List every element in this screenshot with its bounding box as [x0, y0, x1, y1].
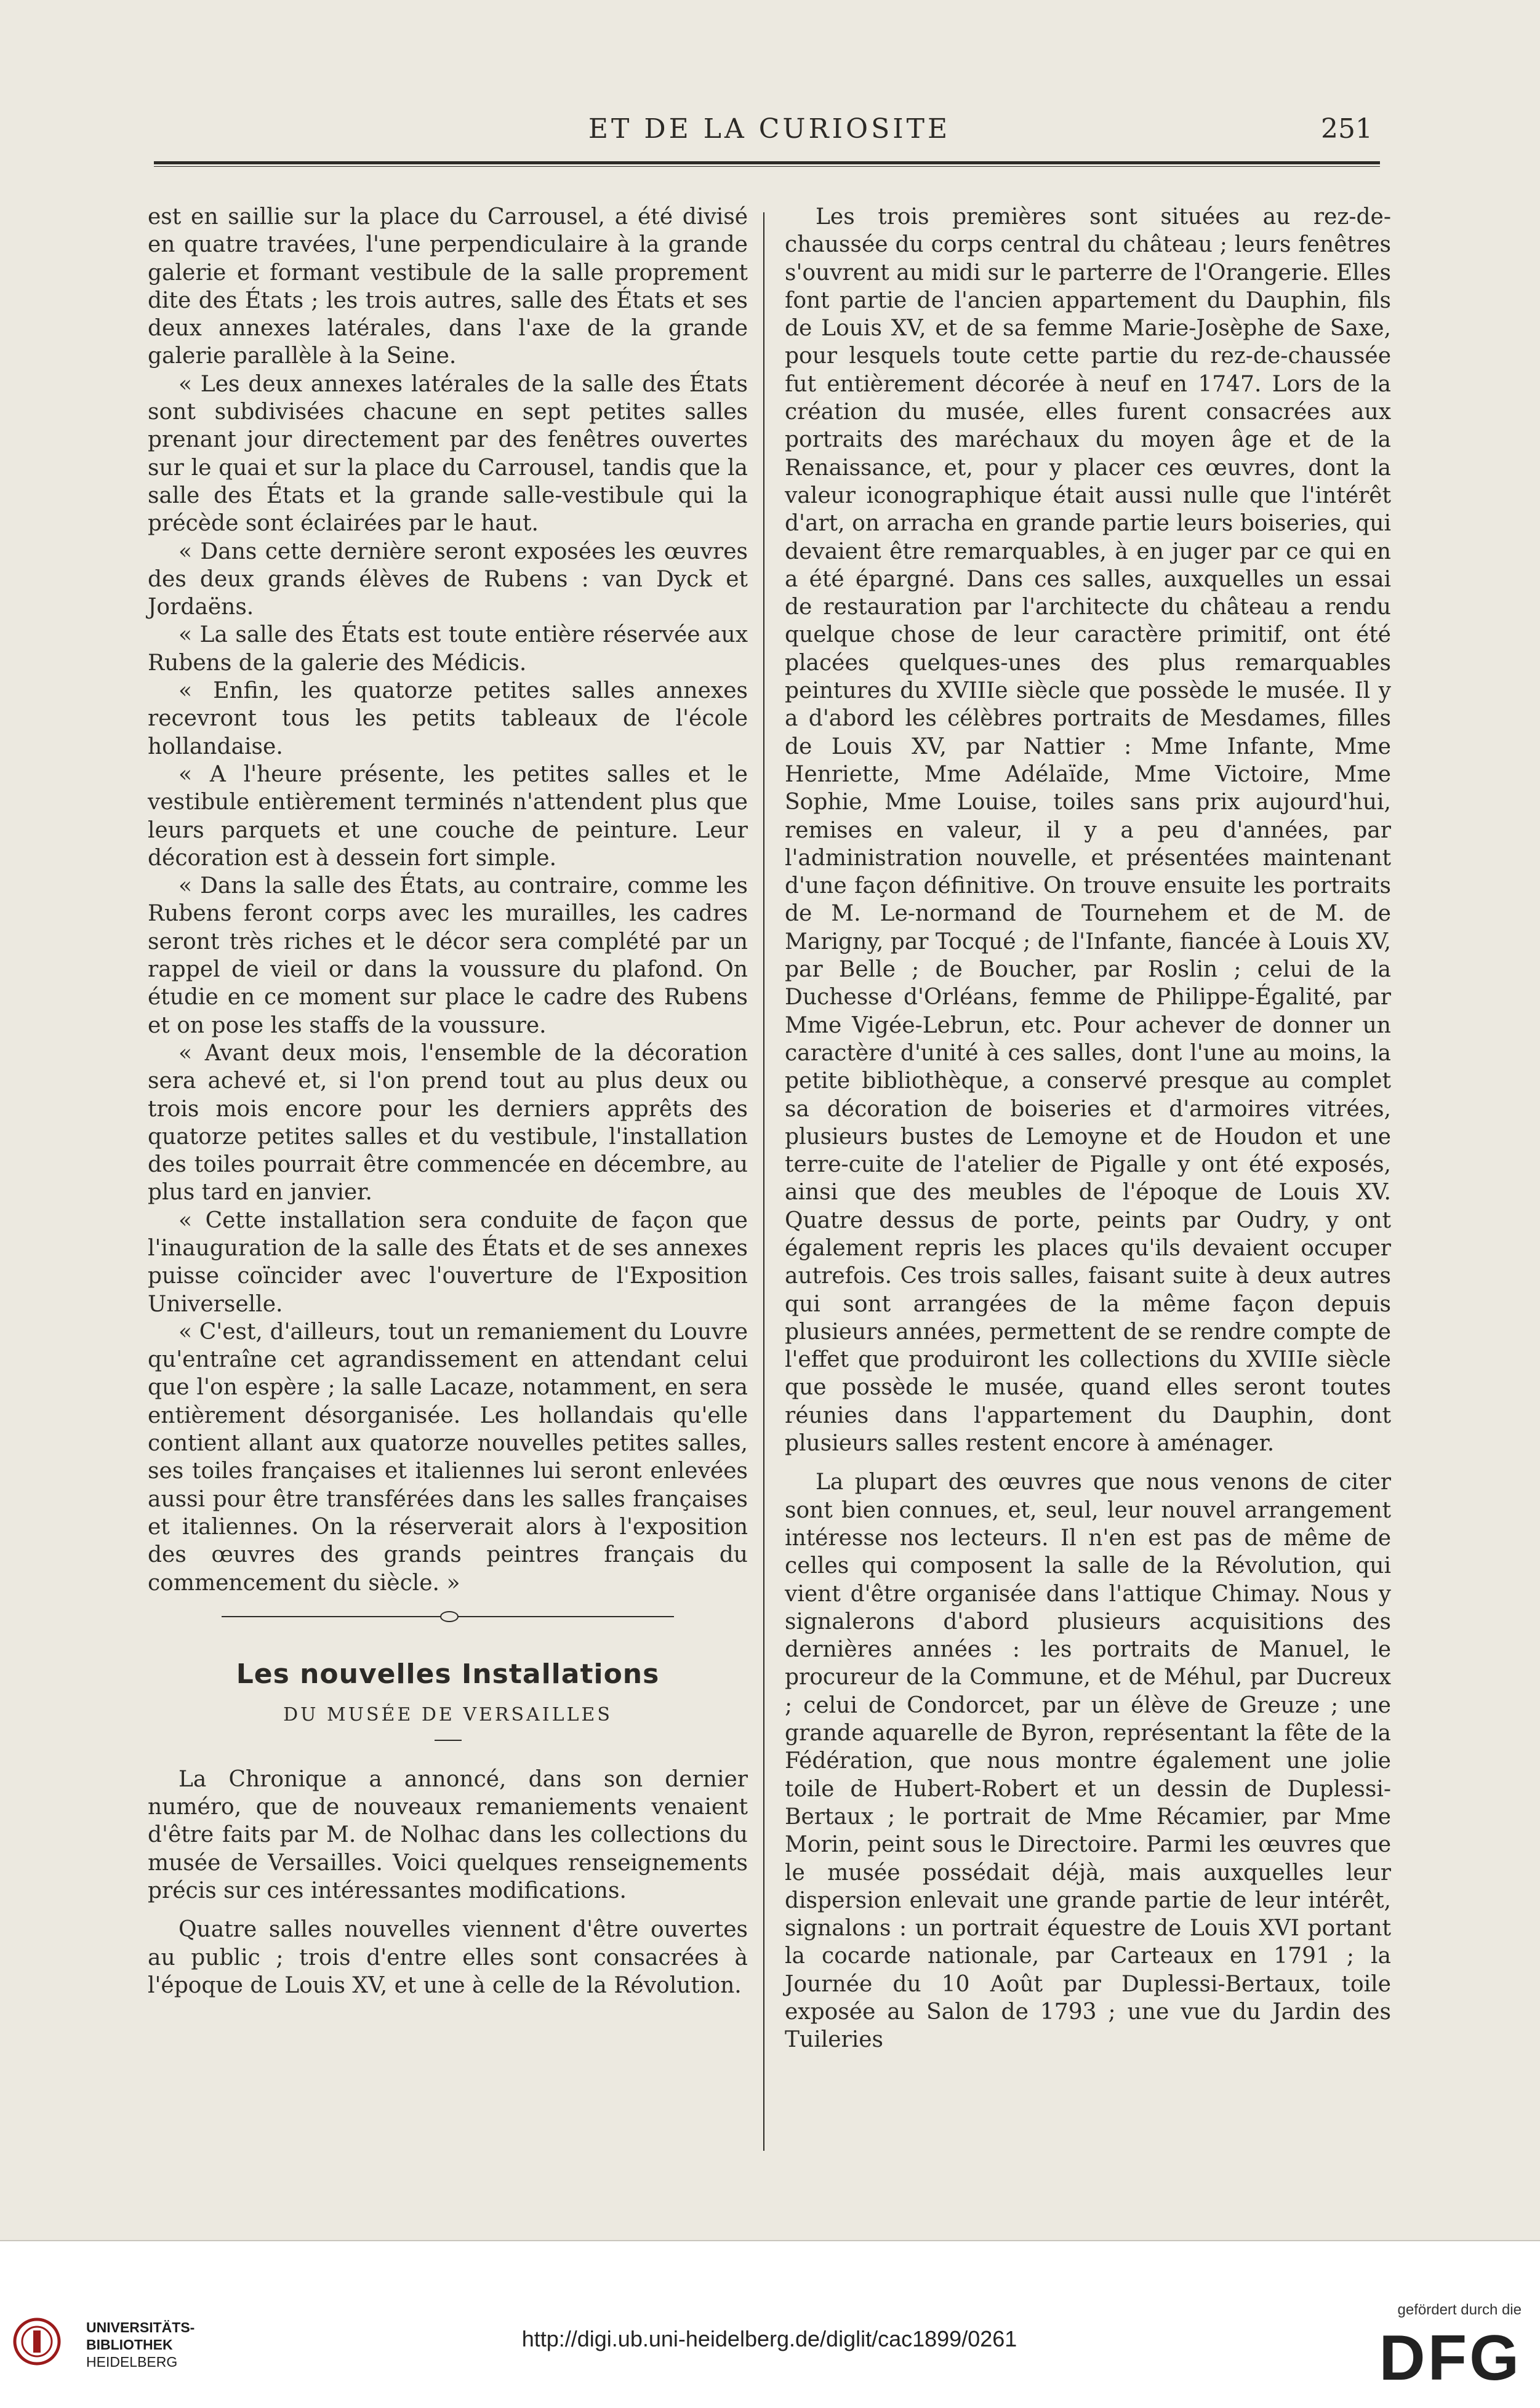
- paragraph: « Enfin, les quatorze petites salles annexes recevront tous les petits tableaux de l'école hollandaise.: [148, 678, 748, 759]
- paragraph: « Dans cette dernière seront exposées les œuvres des deux grands élèves de Rubens : van Dyck et Jordaëns.: [148, 538, 748, 620]
- paragraph: La plupart des œuvres que nous venons de citer sont bien connues, et, seul, leur nouvel arrangement intéresse nos lecteurs. Il n'en est pas de même de celles qui composent la salle de la Révolution, qui vient d'être organisée dans l'attique Chimay. Nous y signalerons d'abord plusieurs acquisitions des dernières années : les portraits de Manuel, le procureur de la Commune, et de Méhul, par Ducreux ; celui de Condorcet, par un élève de Greuze ; une grande aquarelle de Byron, représentant la fête de la Fédération, que nous montre également une jolie toile de Hubert-Robert et un dessin de Duplessi-Bertaux ; le portrait de Mme Récamier, par Mme Morin, peint sous le Directoire. Parmi les œuvres que le musée possédait déjà, mais auxquelles leur dispersion enlevait une grande partie de leur intérêt, signalons : un portrait équestre de Louis XVI portant la cocarde nationale, par Carteaux en 1791 ; la Journée du 10 Août par Duplessi-Bertaux, toile exposée au Salon de 1793 ; une vue du Jardin des Tuileries: [785, 1470, 1391, 2053]
- left-column: [148, 203, 748, 1999]
- funded-by-label: gefördert durch die: [1397, 2302, 1522, 2318]
- paragraph: Quatre salles nouvelles viennent d'être ouvertes au public ; trois d'entre elles sont consacrées à l'époque de Louis XV, et une à celle de la Révolution.: [148, 1917, 748, 1998]
- paragraph: La Chronique a annoncé, dans son dernier numéro, que de nouveaux remaniements venaient d'être faits par M. de Nolhac dans les collections du musée de Versailles. Voici quelques renseignements précis sur ces intéressantes modifications.: [148, 1766, 748, 1904]
- institution-name: [86, 2319, 271, 2370]
- header-rule: [154, 161, 1380, 167]
- ornamental-divider: [222, 1610, 674, 1623]
- permalink[interactable]: http://digi.ub.uni-heidelberg.de/diglit/cac1899/0261: [521, 2326, 1017, 2351]
- footer-divider: [0, 2240, 1540, 2241]
- short-rule: [435, 1740, 462, 1741]
- paragraph: « C'est, d'ailleurs, tout un remaniement du Louvre qu'entraîne cet agrandissement en attendant celui que l'on espère ; la salle Lacaze, notamment, en sera entièrement désorganisée. Les hollandais qu'elle contient allant aux quatorze nouvelles petites salles, ses toiles françaises et italiennes lui seront enlevées aussi pour être transférées dans les salles françaises et italiennes. On la réserverait alors à l'exposition des œuvres des grands peintres français du commencement du siècle. »: [148, 1319, 748, 1596]
- running-head: [154, 111, 1385, 148]
- column-divider: [763, 212, 764, 2151]
- university-seal-icon: [12, 2317, 62, 2366]
- paragraph: « Dans la salle des États, au contraire, comme les Rubens feront corps avec les murailles, les cadres seront très riches et le décor sera complété par un rappel de vieil or dans la voussure du plafond. On étudie en ce moment sur place le cadre des Rubens et on pose les staffs de la voussure.: [148, 873, 748, 1038]
- institution-line: BIBLIOTHEK: [86, 2337, 173, 2353]
- page-number: 251: [1321, 113, 1373, 145]
- paragraph: est en saillie sur la place du Carrousel, a été divisé en quatre travées, l'une perpendiculaire à la grande galerie et formant vestibule de la salle proprement dite des États ; les trois autres, salle des États et ses deux annexes latérales, dans l'axe de la grande galerie parallèle à la Seine.: [148, 204, 748, 369]
- institution-line: UNIVERSITÄTS-: [86, 2319, 195, 2335]
- paragraph: « A l'heure présente, les petites salles et le vestibule entièrement terminés n'attendent plus que leurs parquets et une couche de peinture. Leur décoration est à dessein fort simple.: [148, 761, 748, 871]
- paragraph: Les trois premières sont situées au rez-de-chaussée du corps central du château ; leurs fenêtres s'ouvrent au midi sur le parterre de l'Orangerie. Elles font partie de l'ancien appartement du Dauphin, fils de Louis XV, et de sa femme Marie-Josèphe de Saxe, pour lesquels toute cette partie du rez-de-chaussée fut entièrement décorée à neuf en 1747. Lors de la création du musée, elles furent consacrées aux portraits des maréchaux du moyen âge et de la Renaissance, et, pour y placer ces œuvres, dont la valeur iconographique était aussi nulle que l'intérêt d'art, on arracha en grande partie leurs boiseries, qui devaient être remarquables, à en juger par ce qui en a été épargné. Dans ces salles, auxquelles un essai de restauration par l'architecte du château a rendu quelque chose de leur caractère primitif, ont été placées quelques-unes des plus remarquables peintures du XVIIIe siècle que possède le musée. Il y a d'abord les célèbres portraits de Mesdames, filles de Louis XV, par Nattier : Mme Infante, Mme Henriette, Mme Adélaïde, Mme Victoire, Mme Sophie, Mme Louise, toiles sans prix aujourd'hui, remises en valeur, il y a peu d'années, par l'administration nouvelle, et présentées maintenant d'une façon définitive. On trouve ensuite les portraits de M. Le-normand de Tournehem et de M. de Marigny, par Tocqué ; de l'Infante, fiancée à Louis XV, par Belle ; de Boucher, par Roslin ; celui de la Duchesse d'Orléans, femme de Philippe-Égalité, par Mme Vigée-Lebrun, etc. Pour achever de donner un caractère d'unité à ces salles, dont l'une au moins, la petite bibliothèque, a conservé presque au complet sa décoration de boiseries et d'armoires vitrées, plusieurs bustes de Lemoyne et de Houdon et une terre-cuite de l'atelier de Pigalle y ont été exposés, ainsi que des meubles de l'époque de Louis XV. Quatre dessus de porte, peints par Oudry, y ont également repris les places qu'ils devaient occuper autrefois. Ces trois salles, faisant suite à deux autres qui sont arrangées de la même façon depuis plusieurs années, permettent de se rendre compte de l'effet que produiront les collections du XVIIIe siècle que possède le musée, quand elles seront toutes réunies dans l'appartement du Dauphin, dont plusieurs salles restent encore à aménager.: [785, 204, 1391, 1457]
- digitization-footer: [0, 2240, 1540, 2408]
- dfg-logo: DFG: [1379, 2322, 1522, 2394]
- paragraph: « Avant deux mois, l'ensemble de la décoration sera achevé et, si l'on prend tout au plus deux ou trois mois encore pour les derniers apprêts des quatorze petites salles et du vestibule, l'installation des toiles pourrait être commencée en décembre, au plus tard en janvier.: [148, 1040, 748, 1206]
- section-title: Les nouvelles Installations: [236, 1658, 660, 1690]
- paragraph: « La salle des États est toute entière réservée aux Rubens de la galerie des Médicis.: [148, 622, 748, 676]
- section-subtitle: DU MUSÉE DE VERSAILLES: [283, 1703, 612, 1726]
- right-column: [785, 203, 1391, 2054]
- paragraph: « Cette installation sera conduite de façon que l'inauguration de la salle des États et de ses annexes puisse coïncider avec l'ouverture de l'Exposition Universelle.: [148, 1207, 748, 1317]
- running-title: ET DE LA CURIOSITE: [588, 113, 951, 145]
- institution-line: HEIDELBERG: [86, 2354, 178, 2370]
- paragraph: « Les deux annexes latérales de la salle des États sont subdivisées chacune en sept petites salles prenant jour directement par des fenêtres ouvertes sur le quai et sur la place du Carrousel, tandis que la salle des États et la grande salle-vestibule qui la précède sont éclairées par le haut.: [148, 371, 748, 537]
